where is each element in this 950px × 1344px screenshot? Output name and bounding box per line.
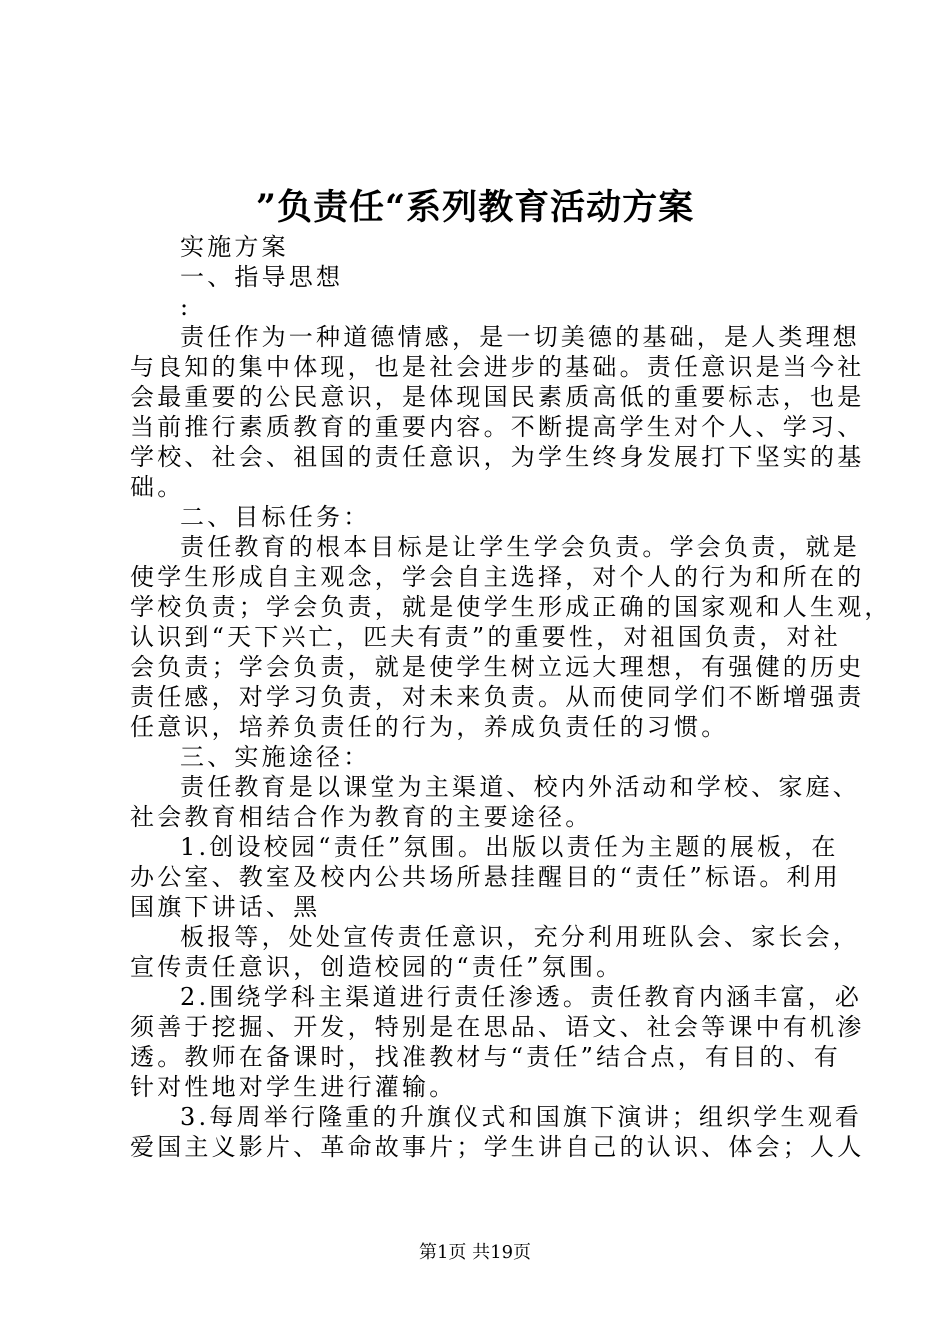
text-line: : [180,293,192,321]
paragraph-line: 学校、社会、祖国的责任意识，为学生终身发展打下坚实的基 [130,443,865,471]
section-heading: 一、指导思想 [180,263,344,291]
paragraph-line: 板报等，处处宣传责任意识，充分利用班队会、家长会， [180,923,860,951]
paragraph-line: 2.围绕学科主渠道进行责任渗透。责任教育内涵丰富，必 [180,983,863,1011]
paragraph-line: 宣传责任意识，创造校园的“责任”氛围。 [130,953,624,981]
text-line: 实施方案 [180,233,289,261]
paragraph-line: 1.创设校园“责任”氛围。出版以责任为主题的展板，在 [180,833,839,861]
paragraph-line: 责任教育是以课堂为主渠道、校内外活动和学校、家庭、 [180,773,860,801]
paragraph-line: 爱国主义影片、革命故事片；学生讲自己的认识、体会；人人 [130,1133,865,1161]
paragraph-line: 任意识，培养负责任的行为，养成负责任的习惯。 [130,713,729,741]
paragraph-line: 使学生形成自主观念，学会自主选择，对个人的行为和所在的 [130,563,865,591]
paragraph-line: 当前推行素质教育的重要内容。不断提高学生对个人、学习、 [130,413,865,441]
paragraph-line: 责任教育的根本目标是让学生学会负责。学会负责，就是 [180,533,860,561]
paragraph-line: 针对性地对学生进行灌输。 [130,1073,457,1101]
paragraph-line: 3.每周举行隆重的升旗仪式和国旗下演讲；组织学生观看 [180,1103,863,1131]
paragraph-line: 须善于挖掘、开发，特别是在思品、语文、社会等课中有机渗 [130,1013,865,1041]
paragraph-line: 与良知的集中体现，也是社会进步的基础。责任意识是当今社 [130,353,865,381]
section-heading: 三、实施途径： [180,743,371,771]
paragraph-line: 责任感，对学习负责，对未来负责。从而使同学们不断增强责 [130,683,865,711]
document-title: ”负责任“系列教育活动方案 [255,187,695,228]
paragraph-line: 础。 [130,473,185,501]
paragraph-line: 认识到“天下兴亡，匹夫有责”的重要性，对祖国负责，对社 [130,623,841,651]
paragraph-line: 责任作为一种道德情感，是一切美德的基础，是人类理想 [180,323,860,351]
paragraph-line: 办公室、教室及校内公共场所悬挂醒目的“责任”标语。利用 [130,863,841,891]
paragraph-line: 会最重要的公民意识，是体现国民素质高低的重要标志，也是 [130,383,865,411]
paragraph-line: 会负责；学会负责，就是使学生树立远大理想，有强健的历史 [130,653,865,681]
document-body [130,232,892,1162]
paragraph-line: 国旗下讲话、黑 [130,893,321,921]
paragraph-line: 透。教师在备课时，找准教材与“责任”结合点，有目的、有 [130,1043,841,1071]
paragraph-line: 社会教育相结合作为教育的主要途径。 [130,803,593,831]
page-number-footer: 第1页 共19页 [418,1242,532,1263]
paragraph-line: 学校负责；学会负责，就是使学生形成正确的国家观和人生观， [130,593,892,621]
section-heading: 二、目标任务： [180,503,371,531]
